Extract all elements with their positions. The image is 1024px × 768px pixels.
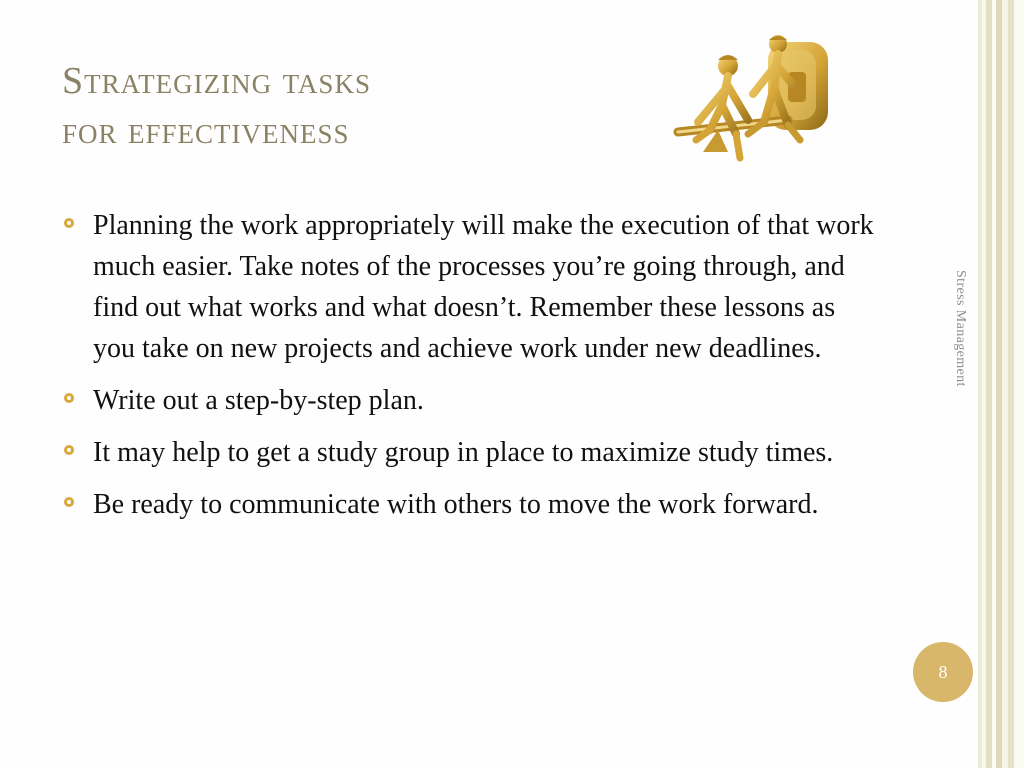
- illustration-svg: [648, 30, 858, 180]
- bullet-item: [62, 380, 882, 421]
- bullet-item: [62, 432, 882, 473]
- slide-title: [62, 56, 602, 156]
- bullet-marker-icon: [64, 497, 74, 507]
- bullet-marker-icon: [64, 218, 74, 228]
- bullet-list: [62, 205, 882, 536]
- decorative-side-band: [978, 0, 1024, 768]
- bullet-text: Be ready to communicate with others to move the work forward.: [93, 489, 819, 520]
- bullet-marker-icon: [64, 445, 74, 455]
- bullet-item: [62, 484, 882, 525]
- bullet-text: Write out a step-by-step plan.: [93, 385, 424, 416]
- page-number: 8: [938, 661, 948, 682]
- slide-title-line-2: for effectiveness: [62, 110, 350, 152]
- slide-title-line-1: Strategizing tasks: [62, 60, 371, 102]
- bullet-text: Planning the work appropriately will make the execution of that work much easier. Take notes of the processes you’re going through, and find out what works and what doesn’t. Remember these lessons as you take on new projects and achieve work under new deadlines.: [93, 210, 874, 364]
- bullet-marker-icon: [64, 393, 74, 403]
- footer-title: Stress Management: [953, 270, 968, 387]
- bullet-item: [62, 205, 882, 369]
- bullet-text: It may help to get a study group in place to maximize study times.: [93, 437, 834, 468]
- page-number-badge: [913, 642, 973, 702]
- gold-figures-leverage-icon: [648, 30, 858, 180]
